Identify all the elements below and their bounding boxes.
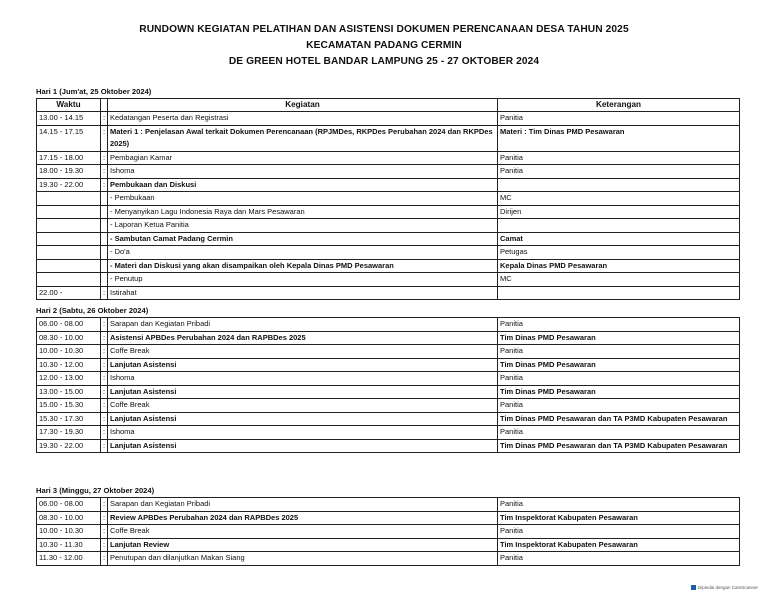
note-cell: Camat — [498, 232, 740, 246]
activity-cell: Lanjutan Asistensi — [108, 358, 498, 372]
activity-cell: Coffe Break — [108, 345, 498, 359]
activity-cell: Penutupan dan dilanjutkan Makan Siang — [108, 552, 498, 566]
time-cell: 13.00 - 15.00 — [37, 385, 101, 399]
scanner-footer — [691, 585, 758, 590]
day-3-label: Hari 3 (Minggu, 27 Oktober 2024) — [36, 486, 155, 495]
separator-cell: : — [101, 178, 108, 192]
activity-cell: Lanjutan Asistensi — [108, 412, 498, 426]
header-activity: Kegiatan — [108, 99, 498, 112]
note-cell: Panitia — [498, 426, 740, 440]
day-3-rows — [37, 498, 740, 566]
separator-cell — [101, 273, 108, 287]
time-cell: 11.30 - 12.00 — [37, 552, 101, 566]
table-row — [37, 412, 740, 426]
time-cell — [37, 219, 101, 233]
activity-cell: Materi 1 : Penjelasan Awal terkait Dokumen Perencanaan (RPJMDes, RKPDes Perubahan 2024 dan RKPDes 2025) — [108, 125, 498, 151]
table-row — [37, 331, 740, 345]
header-note: Keterangan — [498, 99, 740, 112]
time-cell: 15.30 - 17.30 — [37, 412, 101, 426]
time-cell — [37, 246, 101, 260]
activity-cell: Lanjutan Review — [108, 538, 498, 552]
activity-cell: Istirahat — [108, 286, 498, 300]
separator-cell: : — [101, 385, 108, 399]
note-cell: MC — [498, 273, 740, 287]
separator-cell: : — [101, 151, 108, 165]
time-cell — [37, 232, 101, 246]
separator-cell: : — [101, 525, 108, 539]
note-cell — [498, 178, 740, 192]
table-row — [37, 286, 740, 300]
time-cell — [37, 205, 101, 219]
table-row — [37, 318, 740, 332]
note-cell: Panitia — [498, 525, 740, 539]
table-row — [37, 358, 740, 372]
camscanner-logo-icon — [691, 585, 696, 590]
note-cell: Kepala Dinas PMD Pesawaran — [498, 259, 740, 273]
note-cell: Tim Dinas PMD Pesawaran — [498, 331, 740, 345]
table-row — [37, 525, 740, 539]
activity-cell: Sarapan dan Kegiatan Pribadi — [108, 498, 498, 512]
header-time: Waktu — [37, 99, 101, 112]
note-cell: Tim Inspektorat Kabupaten Pesawaran — [498, 511, 740, 525]
table-row — [37, 125, 740, 151]
activity-cell: Pembukaan dan Diskusi — [108, 178, 498, 192]
activity-cell: Ishoma — [108, 165, 498, 179]
note-cell: Panitia — [498, 165, 740, 179]
separator-cell: : — [101, 318, 108, 332]
table-row — [37, 552, 740, 566]
table-row — [37, 246, 740, 260]
activity-cell: Asistensi APBDes Perubahan 2024 dan RAPBDes 2025 — [108, 331, 498, 345]
note-cell — [498, 286, 740, 300]
table-row — [37, 399, 740, 413]
day-2-label: Hari 2 (Sabtu, 26 Oktober 2024) — [36, 306, 149, 315]
day-3-table — [36, 497, 740, 566]
time-cell: 17.30 - 19.30 — [37, 426, 101, 440]
separator-cell: : — [101, 112, 108, 126]
table-row — [37, 345, 740, 359]
separator-cell — [101, 219, 108, 233]
separator-cell — [101, 246, 108, 260]
table-row — [37, 372, 740, 386]
note-cell: MC — [498, 192, 740, 206]
note-cell — [498, 219, 740, 233]
separator-cell: : — [101, 399, 108, 413]
day-1-rows — [37, 112, 740, 300]
activity-cell: - Menyanyikan Lagu Indonesia Raya dan Mars Pesawaran — [108, 205, 498, 219]
time-cell: 17.15 - 18.00 — [37, 151, 101, 165]
footer-text: Dipindai dengan CamScanner — [697, 584, 758, 590]
time-cell: 19.30 - 22.00 — [37, 439, 101, 453]
table-row — [37, 151, 740, 165]
separator-cell: : — [101, 286, 108, 300]
activity-cell: - Sambutan Camat Padang Cermin — [108, 232, 498, 246]
table-row — [37, 232, 740, 246]
separator-cell: : — [101, 412, 108, 426]
table-header-row — [37, 99, 740, 112]
note-cell: Panitia — [498, 318, 740, 332]
time-cell: 22.00 - — [37, 286, 101, 300]
note-cell: Materi : Tim Dinas PMD Pesawaran — [498, 125, 740, 151]
separator-cell: : — [101, 125, 108, 151]
activity-cell: Lanjutan Asistensi — [108, 439, 498, 453]
day-1-table — [36, 98, 740, 300]
note-cell: Panitia — [498, 372, 740, 386]
separator-cell: : — [101, 552, 108, 566]
day-2-rows — [37, 318, 740, 453]
activity-cell: Kedatangan Peserta dan Registrasi — [108, 112, 498, 126]
activity-cell: Coffe Break — [108, 525, 498, 539]
separator-cell — [101, 205, 108, 219]
time-cell — [37, 259, 101, 273]
separator-cell: : — [101, 331, 108, 345]
note-cell: Panitia — [498, 399, 740, 413]
note-cell: Panitia — [498, 498, 740, 512]
table-row — [37, 165, 740, 179]
separator-cell: : — [101, 511, 108, 525]
table-row — [37, 219, 740, 233]
separator-cell: : — [101, 345, 108, 359]
note-cell: Tim Dinas PMD Pesawaran dan TA P3MD Kabupaten Pesawaran — [498, 412, 740, 426]
separator-cell — [101, 232, 108, 246]
note-cell: Tim Dinas PMD Pesawaran — [498, 385, 740, 399]
separator-cell — [101, 192, 108, 206]
table-row — [37, 112, 740, 126]
time-cell: 18.00 - 19.30 — [37, 165, 101, 179]
time-cell: 15.00 - 15.30 — [37, 399, 101, 413]
note-cell: Tim Dinas PMD Pesawaran dan TA P3MD Kabupaten Pesawaran — [498, 439, 740, 453]
separator-cell: : — [101, 498, 108, 512]
title-line-1: RUNDOWN KEGIATAN PELATIHAN DAN ASISTENSI DOKUMEN PERENCANAAN DESA TAHUN 2025 — [139, 24, 629, 35]
activity-cell: Lanjutan Asistensi — [108, 385, 498, 399]
time-cell: 14.15 - 17.15 — [37, 125, 101, 151]
day-1-label: Hari 1 (Jum'at, 25 Oktober 2024) — [36, 87, 152, 96]
time-cell: 06.00 - 08.00 — [37, 318, 101, 332]
time-cell: 10.30 - 11.30 — [37, 538, 101, 552]
activity-cell: - Pembukaan — [108, 192, 498, 206]
activity-cell: - Do'a — [108, 246, 498, 260]
note-cell: Panitia — [498, 552, 740, 566]
activity-cell: Coffe Break — [108, 399, 498, 413]
note-cell: Panitia — [498, 112, 740, 126]
document-title-block — [0, 22, 768, 70]
activity-cell: - Materi dan Diskusi yang akan disampaikan oleh Kepala Dinas PMD Pesawaran — [108, 259, 498, 273]
separator-cell: : — [101, 426, 108, 440]
activity-cell: Ishoma — [108, 372, 498, 386]
table-row — [37, 259, 740, 273]
time-cell: 10.00 - 10.30 — [37, 525, 101, 539]
separator-cell: : — [101, 439, 108, 453]
note-cell: Panitia — [498, 345, 740, 359]
activity-cell: Review APBDes Perubahan 2024 dan RAPBDes 2025 — [108, 511, 498, 525]
note-cell: Tim Inspektorat Kabupaten Pesawaran — [498, 538, 740, 552]
separator-cell: : — [101, 372, 108, 386]
note-cell: Panitia — [498, 151, 740, 165]
note-cell: Tim Dinas PMD Pesawaran — [498, 358, 740, 372]
table-row — [37, 273, 740, 287]
time-cell: 08.30 - 10.00 — [37, 331, 101, 345]
time-cell — [37, 273, 101, 287]
time-cell: 12.00 - 13.00 — [37, 372, 101, 386]
time-cell: 06.00 - 08.00 — [37, 498, 101, 512]
separator-cell: : — [101, 165, 108, 179]
time-cell: 08.30 - 10.00 — [37, 511, 101, 525]
note-cell: Petugas — [498, 246, 740, 260]
table-row — [37, 192, 740, 206]
separator-cell — [101, 259, 108, 273]
time-cell: 10.30 - 12.00 — [37, 358, 101, 372]
title-line-3: DE GREEN HOTEL BANDAR LAMPUNG 25 - 27 OKTOBER 2024 — [228, 56, 540, 67]
table-row — [37, 385, 740, 399]
activity-cell: - Penutup — [108, 273, 498, 287]
title-line-2: KECAMATAN PADANG CERMIN — [306, 40, 462, 51]
table-row — [37, 439, 740, 453]
time-cell — [37, 192, 101, 206]
note-cell: Dirijen — [498, 205, 740, 219]
time-cell: 13.00 - 14.15 — [37, 112, 101, 126]
table-row — [37, 498, 740, 512]
activity-cell: - Laporan Ketua Panitia — [108, 219, 498, 233]
time-cell: 10.00 - 10.30 — [37, 345, 101, 359]
table-row — [37, 426, 740, 440]
table-row — [37, 538, 740, 552]
activity-cell: Pembagian Kamar — [108, 151, 498, 165]
separator-cell: : — [101, 538, 108, 552]
time-cell: 19.30 - 22.00 — [37, 178, 101, 192]
activity-cell: Ishoma — [108, 426, 498, 440]
activity-cell: Sarapan dan Kegiatan Pribadi — [108, 318, 498, 332]
table-row — [37, 511, 740, 525]
day-2-table — [36, 317, 740, 453]
separator-cell: : — [101, 358, 108, 372]
table-row — [37, 178, 740, 192]
table-row — [37, 205, 740, 219]
header-sep — [101, 99, 108, 112]
